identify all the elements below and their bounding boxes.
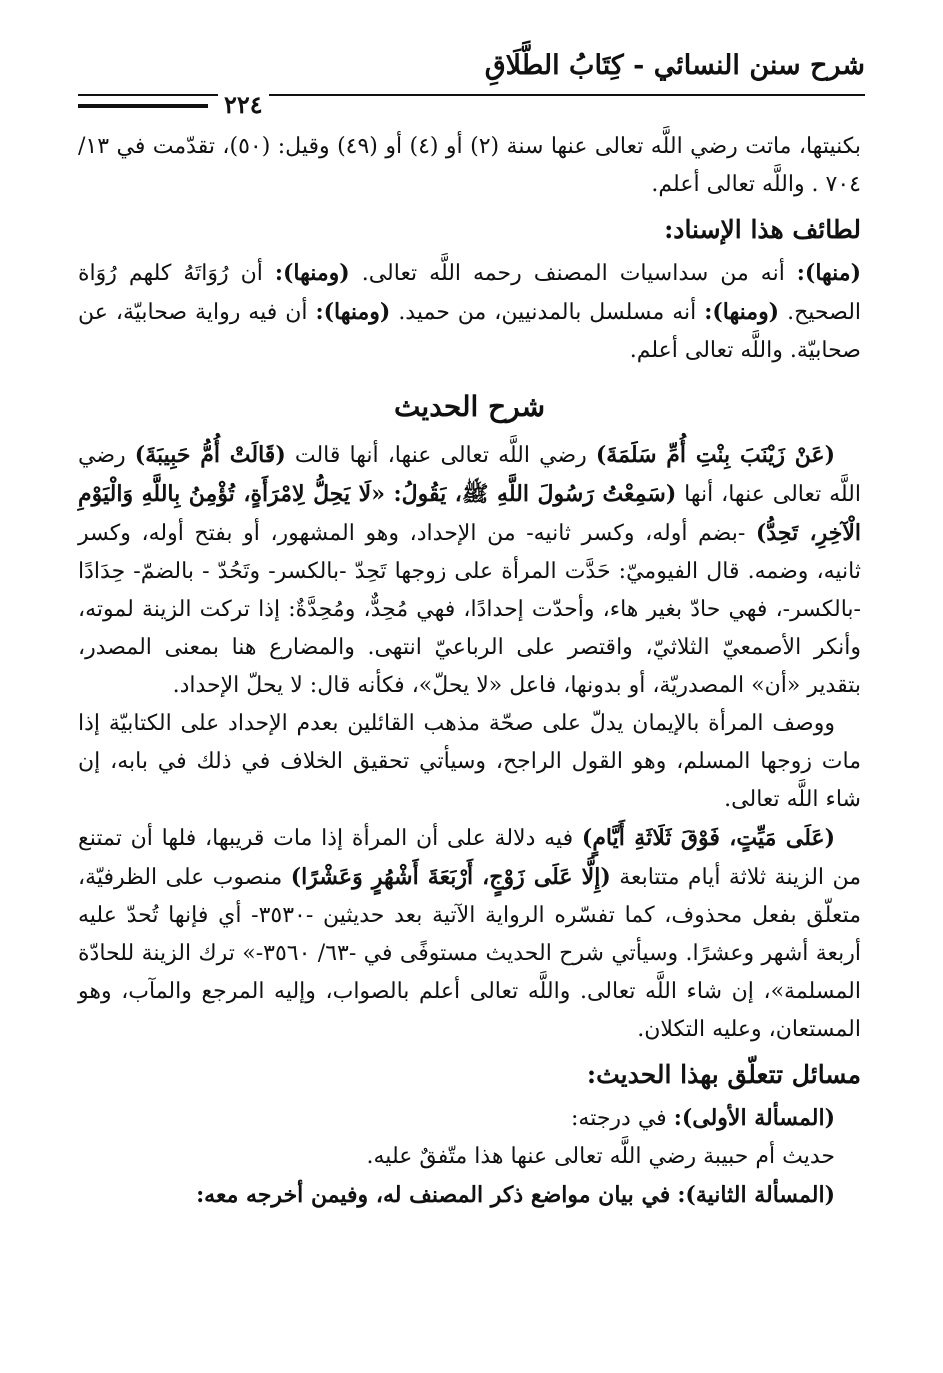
lataif-label-2: (ومنها): — [274, 260, 350, 286]
paragraph-lataif — [78, 254, 861, 370]
page-number: ٢٢٤ — [218, 90, 269, 119]
hadith-quote-3: (سَمِعْتُ رَسُولَ اللَّهِ ﷺ، يَقُولُ: «لَا يَحِلُّ لِامْرَأَةٍ، تُؤْمِنُ بِاللَّهِ وَالْيَوْمِ الْآخِرِ، تَحِدُّ) — [78, 481, 861, 546]
page-number-row — [78, 90, 308, 119]
paragraph-hadith — [78, 436, 861, 705]
paragraph-iman: ووصف المرأة بالإيمان يدلّ على صحّة مذهب القائلين بعدم الإحداد على الكتابيّة إذا مات زوجها المسلم، وهو القول الراجح، وسيأتي تحقيق الخلاف في ذلك في بابه، إن شاء اللَّه تعالى. — [78, 711, 861, 812]
paragraph-intro: بكنيتها، ماتت رضي اللَّه تعالى عنها سنة (٢) أو (٤) أو (٤٩) وقيل: (٥٠)، تقدّمت في ١٣/ ٧٠٤ . واللَّه تعالى أعلم. — [78, 134, 862, 197]
lataif-text-4: أن فيه رواية صحابيّة، عن صحابيّة. واللَّه تعالى أعلم. — [78, 300, 861, 363]
hadith-text-1: رضي اللَّه تعالى عنها، أنها قالت — [294, 443, 587, 468]
page-body — [78, 128, 861, 1215]
lataif-label-3: (ومنها): — [704, 299, 780, 325]
ala-text-1: فيه دلالة على أن المرأة إذا مات قريبها، فلها أن تمتنع من الزينة ثلاثة أيام متتابعة — [78, 826, 862, 890]
hadith-text-2: رضي اللَّه تعالى عنها، أنها — [78, 443, 861, 507]
heading-sharh: شرح الحديث — [393, 390, 546, 423]
masala-1-label: (المسألة الأولى): — [673, 1105, 835, 1131]
page-number-rule — [78, 94, 208, 108]
ala-quote-1: (عَلَى مَيِّتٍ، فَوْقَ ثَلَاثَةِ أَيَّامٍ) — [581, 825, 836, 851]
masala-1-text: في درجته: — [570, 1106, 667, 1131]
running-title: شرح سنن النسائي - كِتَابُ الطَّلَاقِ — [484, 50, 865, 81]
ala-quote-2: (إِلَّا عَلَى زَوْجٍ، أَرْبَعَةَ أَشْهُرٍ وَعَشْرًا) — [290, 864, 611, 890]
paragraph-ala-mayyit — [78, 819, 861, 1049]
lataif-label-1: (منها): — [796, 260, 862, 286]
hadith-quote-2: (قَالَتْ أُمُّ حَبِيبَةَ) — [134, 442, 286, 468]
ala-text-2: منصوب على الظرفيّة، متعلّق بفعل محذوف، كما تفسّره الرواية الآتية بعد حديثين -٣٥٣٠- أي فإنها تُحدّ عليه أربعة أشهر وعشرًا. وسيأتي شرح الحديث مستوفًى في -٦٣/ ٣٥٦٠-» ترك الزينة للحادّة المسلمة»، إن شاء اللَّه تعالى. واللَّه تعالى أعلم بالصواب، وإليه المرجع والمآب، وهو المستعان، وعليه التكلان. — [78, 865, 862, 1042]
masala-2-label: (المسألة الثانية): — [677, 1182, 835, 1208]
lataif-text-1: أنه من سداسيات المصنف رحمه اللَّه تعالى. — [361, 261, 785, 286]
page-header — [78, 38, 865, 118]
lataif-text-2: أن رُوَاتَهُ كلهم رُوَاة الصحيح. — [78, 261, 862, 325]
heading-lataif: لطائف هذا الإسناد: — [664, 215, 861, 244]
lataif-label-4: (ومنها): — [315, 299, 391, 325]
hadith-text-3: -بضم أوله، وكسر ثانيه- من الإحداد، وهو المشهور، أو بفتح أوله، وكسر ثانيه، وضمه. قال الفيوميّ: حَدَّت المرأة على زوجها تَحِدّ -بالكسر- وتَحُدّ - بالضمّ- حِدَادًا -بالكسر-، فهي حادّ بغير هاء، وأحدّت إحدادًا، فهي مُحِدٌّ، ومُحِدَّةٌ: إذا تركت الزينة لموته، وأنكر الأصمعيّ الثلاثيّ، واقتصر على الرباعيّ انتهى. والمضارع هنا بمعنى المصدر، بتقدير «أن» المصدريّة، أو بدونها، فاعل «لا يحلّ»، فكأنه قال: لا يحلّ الإحداد. — [78, 521, 861, 698]
masala-2 — [78, 1176, 861, 1215]
masala-1 — [78, 1099, 861, 1138]
heading-masail: مسائل تتعلّق بهذا الحديث: — [586, 1060, 861, 1089]
masala-1-body: حديث أم حبيبة رضي اللَّه تعالى عنها هذا متّفقٌ عليه. — [366, 1144, 835, 1169]
lataif-text-3: أنه مسلسل بالمدنيين، من حميد. — [398, 300, 697, 325]
masala-2-text: في بيان مواضع ذكر المصنف له، وفيمن أخرجه معه: — [196, 1182, 671, 1208]
hadith-quote-1: (عَنْ زَيْنَبَ بِنْتِ أُمِّ سَلَمَةَ) — [595, 442, 836, 468]
